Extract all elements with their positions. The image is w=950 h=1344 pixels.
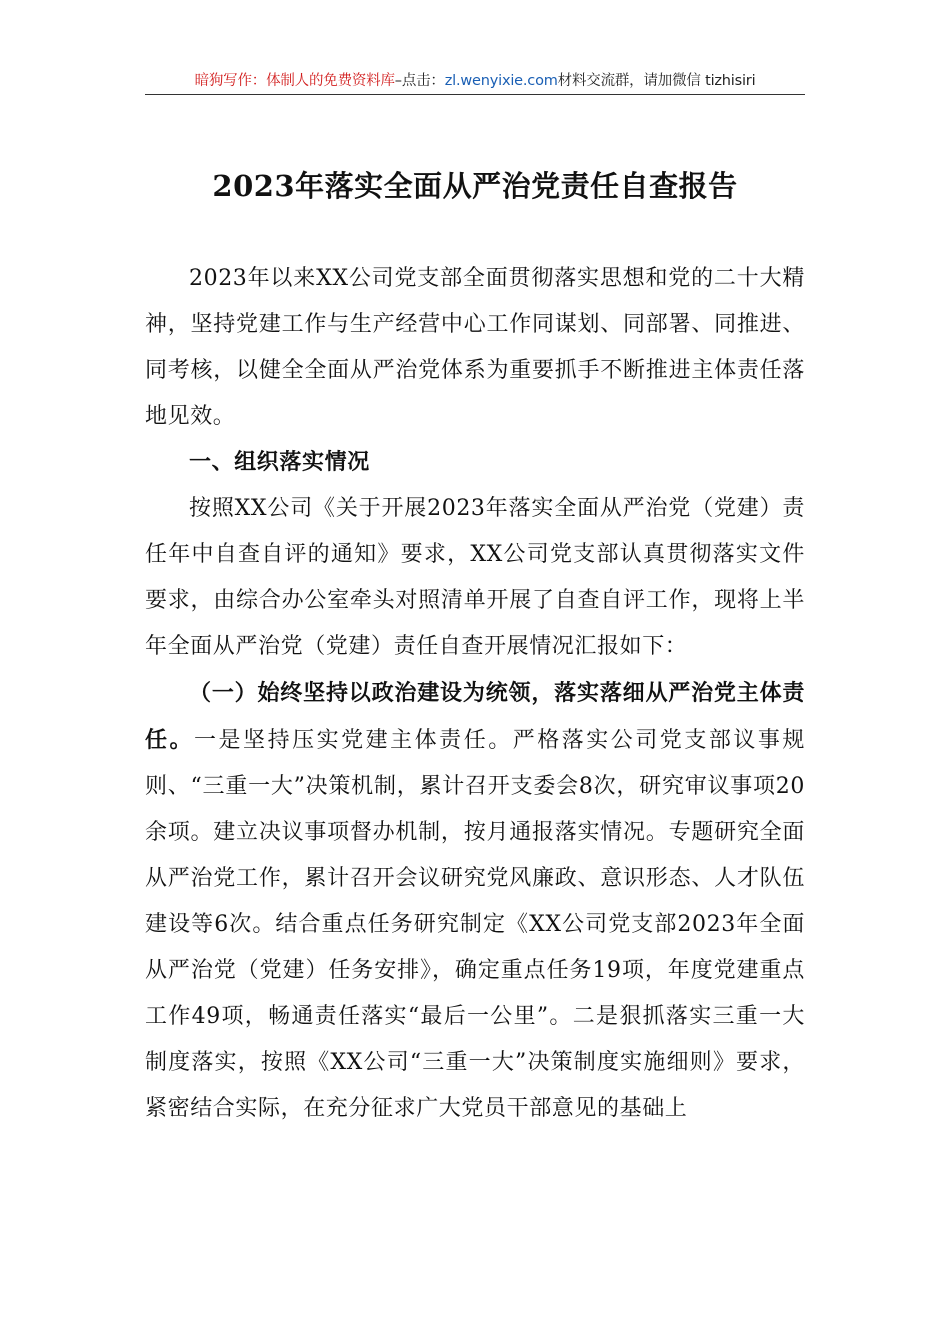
- document-title: 2023年落实全面从严治党责任自查报告: [212, 169, 738, 203]
- watermark-header: [145, 70, 805, 95]
- click-prefix: –点击：: [394, 73, 445, 89]
- section-paragraph: 按照XX公司《关于开展2023年落实全面从严治党（党建）责任年中自查自评的通知》要求，XX公司党支部认真贯彻落实文件要求，由综合办公室牵头对照清单开展了自查自评工作，现将上半年全面从严治党（党建）责任自查开展情况汇报如下：: [145, 496, 805, 659]
- document-body: [145, 256, 805, 1132]
- site-link[interactable]: zl.wenyixie.com: [444, 73, 558, 89]
- subsection-paragraph: [145, 670, 805, 1132]
- intro-paragraph: 2023年以来XX公司党支部全面贯彻落实思想和党的二十大精神，坚持党建工作与生产经营中心工作同谋划、同部署、同推进、同考核，以健全全面从严治党体系为重要抓手不断推进主体责任落地见效。: [145, 266, 805, 429]
- subsection-heading: （一）始终坚持以政治建设为统领，落实落细从严治党主体责任。: [145, 680, 805, 753]
- brand-text: 暗狗写作：体制人的免费资料库: [194, 73, 395, 89]
- section-heading: 一、组织落实情况: [189, 450, 370, 475]
- group-text: 材料交流群，请加微信 tizhisiri: [557, 73, 756, 89]
- subsection-body: 一是坚持压实党建主体责任。严格落实公司党支部议事规则、“三重一大”决策机制，累计召开支委会8次，研究审议事项20余项。建立决议事项督办机制，按月通报落实情况。专题研究全面从严治党工作，累计召开会议研究党风廉政、意识形态、人才队伍建设等6次。结合重点任务研究制定《XX公司党支部2023年全面从严治党（党建）任务安排》，确定重点任务19项，年度党建重点工作49项，畅通责任落实“最后一公里”。二是狠抓落实三重一大制度落实，按照《XX公司“三重一大”决策制度实施细则》要求，紧密结合实际，在充分征求广大党员干部意见的基础上: [145, 728, 805, 1121]
